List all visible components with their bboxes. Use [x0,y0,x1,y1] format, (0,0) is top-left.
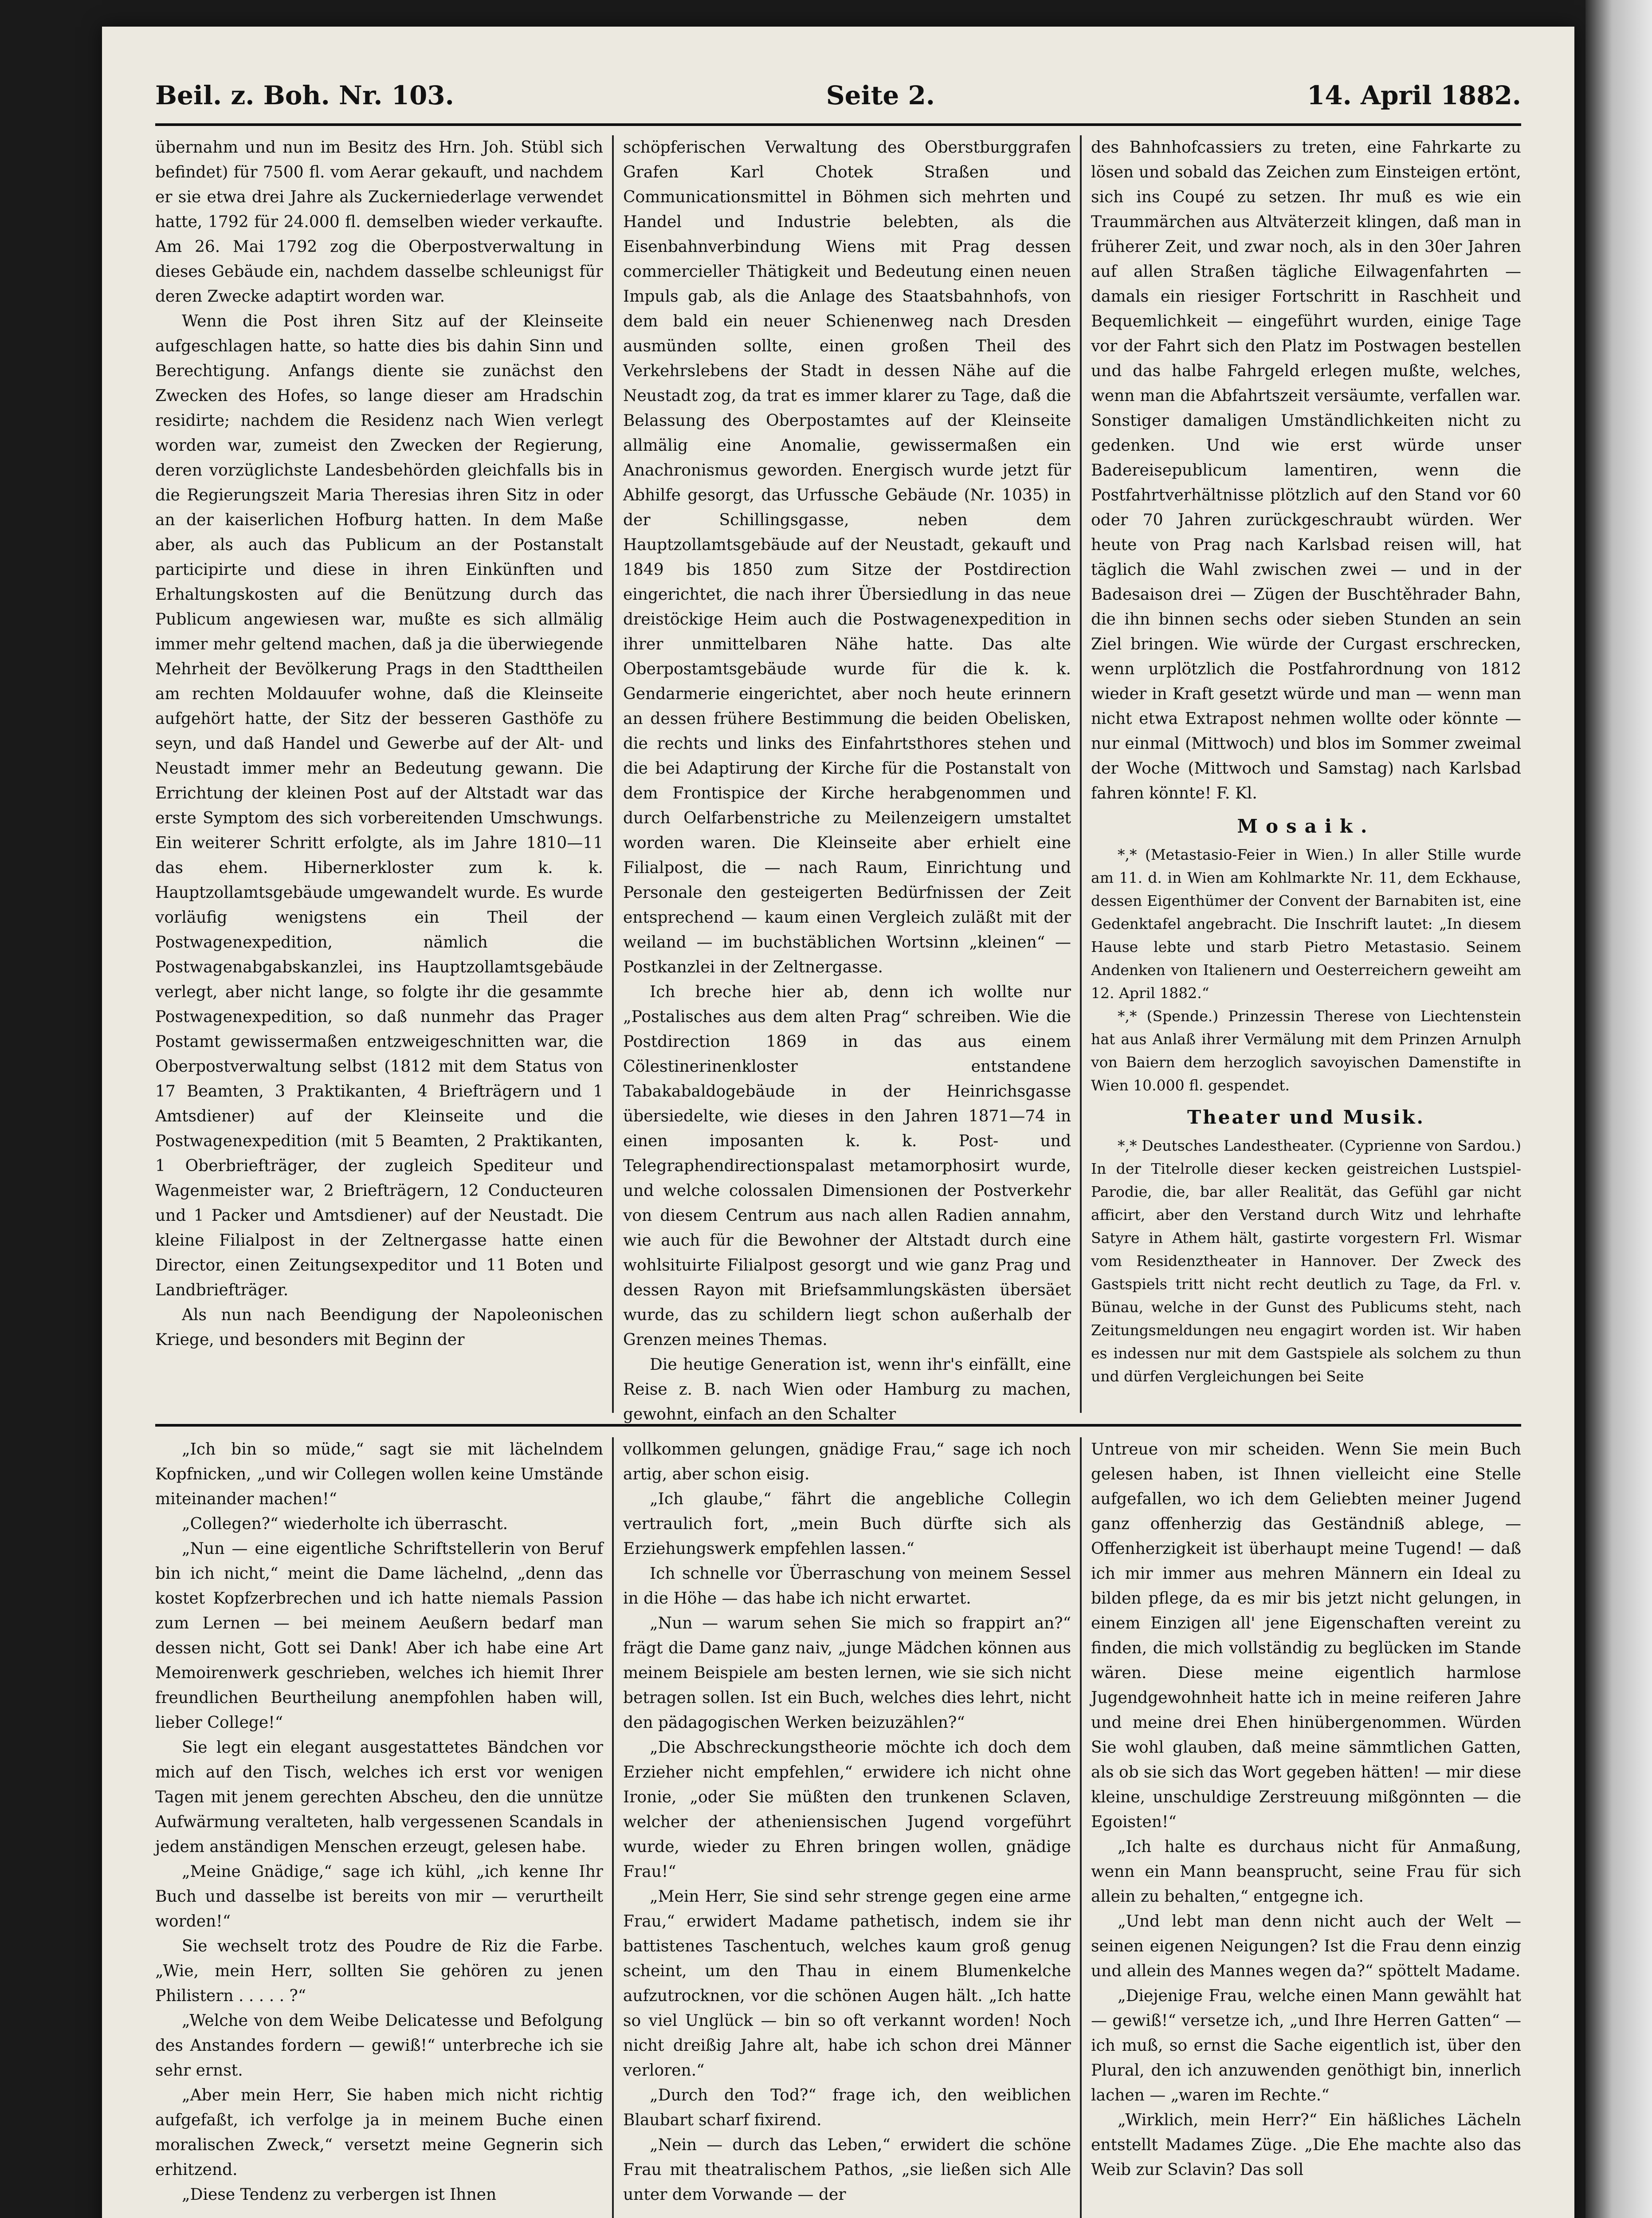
top-column-1 [155,135,603,1413]
paragraph: vollkommen gelungen, gnädige Frau,“ sage ich noch artig, aber schon eisig. [623,1440,1071,1483]
feuilleton-rule [155,1424,1521,1427]
paragraph: „Ich bin so müde,“ sagt sie mit lächelndem Kopfnicken, „und wir Collegen wollen keine Umstände miteinander machen!“ [155,1440,603,1508]
paragraph: „Welche von dem Weibe Delicatesse und Befolgung des Anstandes fordern — gewiß!“ unterbreche ich sie sehr ernst. [155,2012,603,2080]
paragraph: „Mein Herr, Sie sind sehr strenge gegen eine arme Frau,“ erwidert Madame pathetisch, indem sie ihr battistenes Taschentuch, welches kaum groß genug scheint, um den Thau in einem Blumenkelche aufzutrocknen, vor die schönen Augen hält. „Ich hatte so viel Unglück — bin so oft verkannt worden! Noch nicht dreißig Jahre alt, habe ich schon drei Männer verloren.“ [623,1888,1071,2080]
paragraph: übernahm und nun im Besitz des Hrn. Joh. Stübl sich befindet) für 7500 fl. vom Aerar gekauft, und nachdem er sie etwa drei Jahre als Zuckerniederlage verwendet hatte, 1792 für 24.000 fl. demselben wieder verkaufte. Am 26. Mai 1792 zog die Oberpostverwaltung in dieses Gebäude ein, nachdem dasselbe schleunigst für deren Zwecke adaptirt worden war. [155,138,603,306]
scan-edge [1585,0,1652,2218]
paragraph: des Bahnhofcassiers zu treten, eine Fahrkarte zu lösen und sobald das Zeichen zum Einsteigen ertönt, sich ins Coupé zu setzen. Ihr muß es wie ein Traummärchen aus Altväterzeit klingen, daß man in früherer Zeit, und zwar noch, als in den 30er Jahren auf allen Straßen tägliche Eilwagenfahrten — damals ein riesiger Fortschritt in Raschheit und Bequemlichkeit — eingeführt wurden, einige Tage vor der Fahrt sich den Platz im Postwagen bestellen und das halbe Fahrgeld erlegen mußte, welches, wenn man die Abfahrtszeit versäumte, verfallen war. Sonstiger damaligen Umständlichkeiten nicht zu gedenken. Und wie erst würde unser Badereisepublicum lamentiren, wenn die Postfahrtverhältnisse plötzlich auf den Stand vor 60 oder 70 Jahren zurückgeschraubt würden. Wer heute von Prag nach Karlsbad reisen will, hat täglich die Wahl zwischen zwei — und in der Badesaison drei — Zügen der Buschtěhrader Bahn, die ihn binnen sechs oder sieben Stunden an sein Ziel bringen. Wie würde der Curgast erschrecken, wenn urplötzlich die Postfahrordnung von 1812 wieder in Kraft gesetzt würde und man — wenn man nicht etwa Extrapost nehmen wollte oder könnte — nur einmal (Mittwoch) und blos im Sommer zweimal der Woche (Mittwoch und Samstag) nach Karlsbad fahren könnte! F. Kl. [1091,138,1521,802]
theater-item: *,* Deutsches Landestheater. (Cyprienne von Sardou.) In der Titelrolle dieser kecken geistreichen Lustspiel-Parodie, die, bar aller Realität, das Gefühl gar nicht afficirt, aber den Verstand durch Witz und lehrhafte Satyre in Athem hält, gastirte vorgestern Frl. Wismar vom Residenztheater in Hannover. Der Zweck des Gastspiels tritt nicht recht deutlich zu Tage, da Frl. v. Bünau, welche in der Gunst des Publicums steht, nach Zeitungsmeldungen neu engagirt worden ist. Wir haben es indessen nur mit dem Gastspiele als solchem zu thun und dürfen Vergleichungen bei Seite [1091,1137,1521,1385]
column-divider [1080,1437,1082,2218]
newspaper-page [102,27,1574,2218]
paragraph: Ich schnelle vor Überraschung von meinem Sessel in die Höhe — das habe ich nicht erwartet. [623,1565,1071,1608]
paragraph: „Wirklich, mein Herr?“ Ein häßliches Lächeln entstellt Madames Züge. „Die Ehe machte also das Weib zur Sclavin? Das soll [1091,2111,1521,2179]
mosaik-item: *,* (Metastasio-Feier in Wien.) In aller Stille wurde am 11. d. in Wien am Kohlmarkte Nr. 11, dem Eckhause, dessen Eigenthümer der Convent der Barnabiten ist, eine Gedenktafel angebracht. Die Inschrift lautet: „In diesem Hause lebte und starb Pietro Metastasio. Seinem Andenken von Italienern und Oesterreichern geweiht am 12. April 1882.“ [1091,846,1521,1002]
paragraph: „Ich glaube,“ fährt die angebliche Collegin vertraulich fort, „mein Buch dürfte sich als Erziehungswerk empfehlen lassen.“ [623,1490,1071,1558]
feuilleton-column-3 [1091,1437,1521,2218]
feuilleton-column-1 [155,1437,603,2218]
top-column-2 [623,135,1071,1424]
paragraph: „Ich halte es durchaus nicht für Anmaßung, wenn ein Mann beansprucht, seine Frau für sich allein zu behalten,“ entgegne ich. [1091,1838,1521,1906]
feuilleton-column-2 [623,1437,1071,2218]
paragraph: Wenn die Post ihren Sitz auf der Kleinseite aufgeschlagen hatte, so hatte dies bis dahin Sinn und Berechtigung. Anfangs diente sie zunächst den Zwecken des Hofes, so lange dieser am Hradschin residirte; nachdem die Residenz nach Wien verlegt worden war, zumeist den Zwecken der Regierung, deren vorzüglichste Landesbehörden gleichfalls bis in die Regierungszeit Maria Theresias ihren Sitz in oder an der kaiserlichen Hofburg hatten. In dem Maße aber, als auch das Publicum an der Postanstalt participirte und diese in ihren Einkünften und Erhaltungskosten auf die Benützung durch das Publicum angewiesen war, mußte es sich allmälig immer mehr geltend machen, daß ja die überwiegende Mehrheit der Bevölkerung Prags in den Stadttheilen am rechten Moldauufer wohne, daß die Kleinseite aufgehört hatte, der Sitz der besseren Gasthöfe zu seyn, und daß Handel und Gewerbe auf der Alt- und Neustadt immer mehr an Bedeutung gewann. Die Errichtung der kleinen Post auf der Altstadt war das erste Symptom des sich vorbereitenden Umschwungs. Ein weiterer Schritt erfolgte, als im Jahre 1810—11 das ehem. Hibernerkloster zum k. k. Hauptzollamtsgebäude umgewandelt wurde. Es wurde vorläufig wenigstens ein Theil der Postwagenexpedition, nämlich die Postwagenabgabskanzlei, ins Hauptzollamtsgebäude verlegt, aber nicht lange, so folgte ihr die gesammte Postwagenexpedition, so daß nunmehr das Prager Postamt gewissermaßen entzweigeschnitten war, die Oberpostverwaltung selbst (1812 mit dem Status von 17 Beamten, 3 Praktikanten, 4 Briefträgern und 1 Amtsdiener) auf der Kleinseite und die Postwagenexpedition (mit 5 Beamten, 2 Praktikanten, 1 Oberbriefträger, der zugleich Spediteur und Wagenmeister war, 2 Briefträgern, 12 Conducteuren und 1 Packer und Amtsdiener) auf der Neustadt. Die kleine Filialpost in der Zeltnergasse hatte einen Director, einen Zeitungsexpeditor und 11 Boten und Landbriefträger. [155,312,603,1299]
header-page-number: Seite 2. [826,80,935,110]
column-divider [612,1437,614,2218]
header-issue: Beil. z. Boh. Nr. 103. [155,80,454,110]
page-header [155,69,1521,122]
header-rule [155,123,1521,126]
paragraph: „Nun — eine eigentliche Schriftstellerin von Beruf bin ich nicht,“ meint die Dame lächelnd, „denn das kostet Kopfzerbrechen und ich hatte niemals Passion zum Lernen — bei meinem Aeußern bedarf man dessen nicht, Gott sei Dank! Aber ich habe eine Art Memoirenwerk geschrieben, welches ich hiemit Ihrer freundlichen Beurtheilung anempfohlen haben will, lieber College!“ [155,1540,603,1732]
mosaik-item: *,* (Spende.) Prinzessin Therese von Liechtenstein hat aus Anlaß ihrer Vermälung mit dem Prinzen Arnulph von Baiern dem herzoglich savoyischen Damenstifte in Wien 10.000 fl. gespendet. [1091,1007,1521,1094]
column-divider [612,135,614,1413]
paragraph: Untreue von mir scheiden. Wenn Sie mein Buch gelesen haben, ist Ihnen vielleicht eine Stelle aufgefallen, wo ich dem Geliebten meiner Jugend ganz offenherzig das Geständniß ablege, — Offenherzigkeit ist überhaupt meine Tugend! — daß ich mir immer aus mehren Männern ein Ideal zu bilden pflege, da es mir bis jetzt nicht gelungen, in einem Einzigen all' jene Eigenschaften vereint zu finden, die mich vollständig zu beglücken im Stande wären. Diese meine eigentlich harmlose Jugendgewohnheit hatte ich in meine reiferen Jahre und meine drei Ehen hinübergenommen. Würden Sie wohl glauben, daß meine sämmtlichen Gatten, als ob sie sich das Wort gegeben hätten! — mir diese kleine, unschuldige Zerstreuung mißgönnten — die Egoisten!“ [1091,1440,1521,1831]
paragraph: Sie legt ein elegant ausgestattetes Bändchen vor mich auf den Tisch, welches ich erst vor wenigen Tagen mit jenem gerechten Abscheu, den die unnütze Aufwärmung veralteten, halb vergessenen Scandals in jedem anständigen Menschen erzeugt, gelesen habe. [155,1738,603,1856]
paragraph: „Diese Tendenz zu verbergen ist Ihnen [182,2186,497,2204]
paragraph: „Und lebt man denn nicht auch der Welt — seinen eigenen Neigungen? Ist die Frau denn einzig und allein des Mannes wegen da?“ spöttelt Madame. [1091,1912,1521,1980]
paragraph: „Durch den Tod?“ frage ich, den weiblichen Blaubart scharf fixirend. [623,2086,1071,2129]
paragraph: Als nun nach Beendigung der Napoleonischen Kriege, und besonders mit Beginn der [155,1306,603,1349]
paragraph: „Meine Gnädige,“ sage ich kühl, „ich kenne Ihr Buch und dasselbe ist bereits von mir — verurtheilt worden!“ [155,1863,603,1931]
paragraph: schöpferischen Verwaltung des Oberstburggrafen Grafen Karl Chotek Straßen und Communicationsmittel in Böhmen sich mehrten und Handel und Industrie belebten, als die Eisenbahnverbindung Wiens mit Prag dessen commercieller Thätigkeit und Bedeutung einen neuen Impuls gab, als die Anlage des Staatsbahnhofs, von dem bald ein neuer Schienenweg nach Dresden ausmünden sollte, einen großen Theil des Verkehrslebens der Stadt in dessen Nähe auf die Neustadt zog, da trat es immer klarer zu Tage, daß die Belassung des Oberpostamtes auf der Kleinseite allmälig eine Anomalie, gewissermaßen ein Anachronismus geworden. Energisch wurde jetzt für Abhilfe gesorgt, das Urfussche Gebäude (Nr. 1035) in der Schillingsgasse, neben dem Hauptzollamtsgebäude auf der Neustadt, gekauft und 1849 bis 1850 zum Sitze der Postdirection eingerichtet, die nach ihrer Übersiedlung in das neue dreistöckige Heim auch die Postwagenexpedition in ihrer unmittelbaren Nähe hatte. Das alte Oberpostamtsgebäude wurde für die k. k. Gendarmerie eingerichtet, aber noch heute erinnern an dessen frühere Bestimmung die beiden Obelisken, die rechts und links des Einfahrtsthores stehen und die bei Adaptirung der Kirche für die Postanstalt von dem Frontispice der Kirche herabgenommen und durch Oelfarbenstriche zu Meilenzeigern umstaltet worden waren. Die Kleinseite aber erhielt eine Filialpost, die — nach Raum, Einrichtung und Personale den gesteigerten Bedürfnissen der Zeit entsprechend — kaum einen Vergleich zuläßt mit der weiland — im buchstäblichen Wortsinn „kleinen“ — Postkanzlei in der Zeltnergasse. [623,138,1071,976]
column-divider [1080,135,1082,1413]
paragraph: Ich breche hier ab, denn ich wollte nur „Postalisches aus dem alten Prag“ schreiben. Wie die Postdirection 1869 in das aus einem Cölestinerinenkloster entstandene Tabakabaldogebäude in der Heinrichsgasse übersiedelte, wie dieses in den Jahren 1871—74 in einen imposanten k. k. Post- und Telegraphendirectionspalast metamorphosirt wurde, und welche colossalen Dimensionen der Postverkehr von diesem Centrum aus nach allen Radien annahm, wie auch für die Bewohner der Altstadt durch eine wohlsituirte Filialpost gesorgt und wie ganz Prag und dessen Rayon mit Briefsammlungskästen übersäet wurde, das zu schildern liegt schon außerhalb der Grenzen meines Themas. [623,983,1071,1349]
mosaik-heading: Mosaik. [1237,815,1375,837]
paragraph: „Aber mein Herr, Sie haben mich nicht richtig aufgefaßt, ich verfolge ja in meinem Buche einen moralischen Zweck,“ versetzt meine Gegnerin sich erhitzend. [155,2086,603,2179]
top-column-3 [1091,135,1521,1413]
paragraph: „Nun — warum sehen Sie mich so frappirt an?“ frägt die Dame ganz naiv, „junge Mädchen können aus meinem Beispiele am besten lernen, wie sie sich nicht betragen sollen. Ist ein Buch, welches dies lehrt, nicht den pädagogischen Werken beizuzählen?“ [623,1614,1071,1732]
paragraph: „Collegen?“ wiederholte ich überrascht. [182,1515,508,1533]
paragraph: „Nein — durch das Leben,“ erwidert die schöne Frau mit theatralischem Pathos, „sie ließen sich Alle unter dem Vorwande — der [623,2136,1071,2204]
paragraph: Sie wechselt trotz des Poudre de Riz die Farbe. „Wie, mein Herr, sollten Sie gehören zu jenen Philistern . . . . . ?“ [155,1937,603,2005]
paragraph: „Die Abschreckungstheorie möchte ich doch dem Erzieher nicht empfehlen,“ erwidere ich nicht ohne Ironie, „oder Sie müßten den trunkenen Sclaven, welcher der atheniensischen Jugend vorgeführt wurde, wieder zu Ehren bringen wollen, gnädige Frau!“ [623,1738,1071,1881]
paragraph: „Diejenige Frau, welche einen Mann gewählt hat — gewiß!“ versetze ich, „und Ihre Herren Gatten“ — ich muß, so ernst die Sache eigentlich ist, über den Plural, den ich anzuwenden genöthigt bin, innerlich lachen — „waren im Rechte.“ [1091,1987,1521,2104]
theater-heading: Theater und Musik. [1187,1106,1425,1128]
header-date: 14. April 1882. [1307,80,1521,110]
paragraph: Die heutige Generation ist, wenn ihr's einfällt, eine Reise z. B. nach Wien oder Hamburg zu machen, gewohnt, einfach an den Schalter [623,1356,1071,1424]
